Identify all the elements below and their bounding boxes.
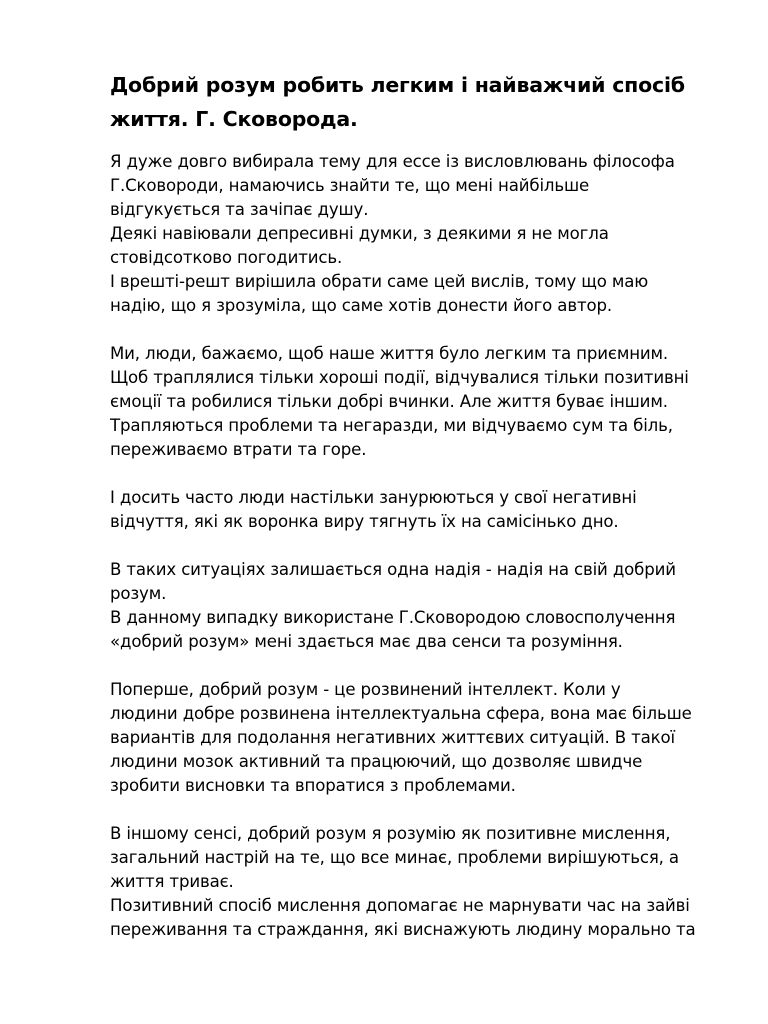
text-line: І досить часто люди настільки занурюються у свої негативні bbox=[110, 488, 637, 507]
text-line: ємоції та робилися тільки добрі вчинки. Але життя буває іншим. bbox=[110, 392, 668, 411]
text-line: переживаємо втрати та горе. bbox=[110, 440, 367, 459]
paragraph-5 bbox=[110, 678, 730, 798]
text-line: В таких ситуаціях залишається одна надія - надія на свій добрий bbox=[110, 560, 676, 579]
text-line: надію, що я зрозуміла, що саме хотів донести його автор. bbox=[110, 296, 612, 315]
text-line: зробити висновки та впоратися з проблемами. bbox=[110, 776, 516, 795]
text-line: Ми, люди, бажаємо, щоб наше життя було легким та приємним. bbox=[110, 344, 669, 363]
text-line: відчуття, які як воронка виру тягнуть їх на самісінько дно. bbox=[110, 512, 619, 531]
text-line: відгукується та зачіпає душу. bbox=[110, 200, 369, 219]
text-line: Деякі навіювали депресивні думки, з деякими я не могла bbox=[110, 224, 609, 243]
paragraph-6 bbox=[110, 822, 730, 942]
text-line: Г.Сковороди, намаючись знайти те, що мені найбільше bbox=[110, 176, 590, 195]
text-line: Трапляються проблеми та негаразди, ми відчуваємо сум та біль, bbox=[110, 416, 673, 435]
paragraph-4 bbox=[110, 558, 730, 654]
paragraph-2 bbox=[110, 342, 730, 462]
text-line: Я дуже довго вибирала тему для ессе із висловлювань філософа bbox=[110, 152, 675, 171]
text-line: людини добре розвинена інтеллектуальна сфера, вона має більше bbox=[110, 704, 692, 723]
text-line: «добрий розум» мені здається має два сенси та розуміння. bbox=[110, 632, 623, 651]
document-title: Добрий розум робить легким і найважчий спосіб життя. Г. Сковорода. bbox=[110, 73, 685, 131]
text-line: Щоб траплялися тільки хороші події, відчувалися тільки позитивні bbox=[110, 368, 689, 387]
text-line: переживання та страждання, які виснажують людину морально та bbox=[110, 920, 696, 939]
text-line: В данному випадку використане Г.Сковородою словосполучення bbox=[110, 608, 676, 627]
text-line: вариантів для подолання негативних життєвих ситуацій. В такої bbox=[110, 728, 675, 747]
text-line: розум. bbox=[110, 584, 167, 603]
document-page bbox=[110, 68, 730, 966]
text-line: Поперше, добрий розум - це розвинений інтеллект. Коли у bbox=[110, 680, 621, 699]
text-line: загальний настрій на те, що все минає, проблеми вирішуються, а bbox=[110, 848, 679, 867]
text-line: стовідсотково погодитись. bbox=[110, 248, 343, 267]
paragraph-3 bbox=[110, 486, 730, 534]
text-line: людини мозок активний та працюючий, що дозволяє швидче bbox=[110, 752, 643, 771]
text-line: Позитивний спосіб мислення допомагає не марнувати час на зайві bbox=[110, 896, 690, 915]
text-line: життя триває. bbox=[110, 872, 234, 891]
text-line: І врешті-решт вирішила обрати саме цей вислів, тому що маю bbox=[110, 272, 649, 291]
paragraph-1 bbox=[110, 150, 730, 318]
text-line: В іншому сенсі, добрий розум я розумію як позитивне мислення, bbox=[110, 824, 671, 843]
